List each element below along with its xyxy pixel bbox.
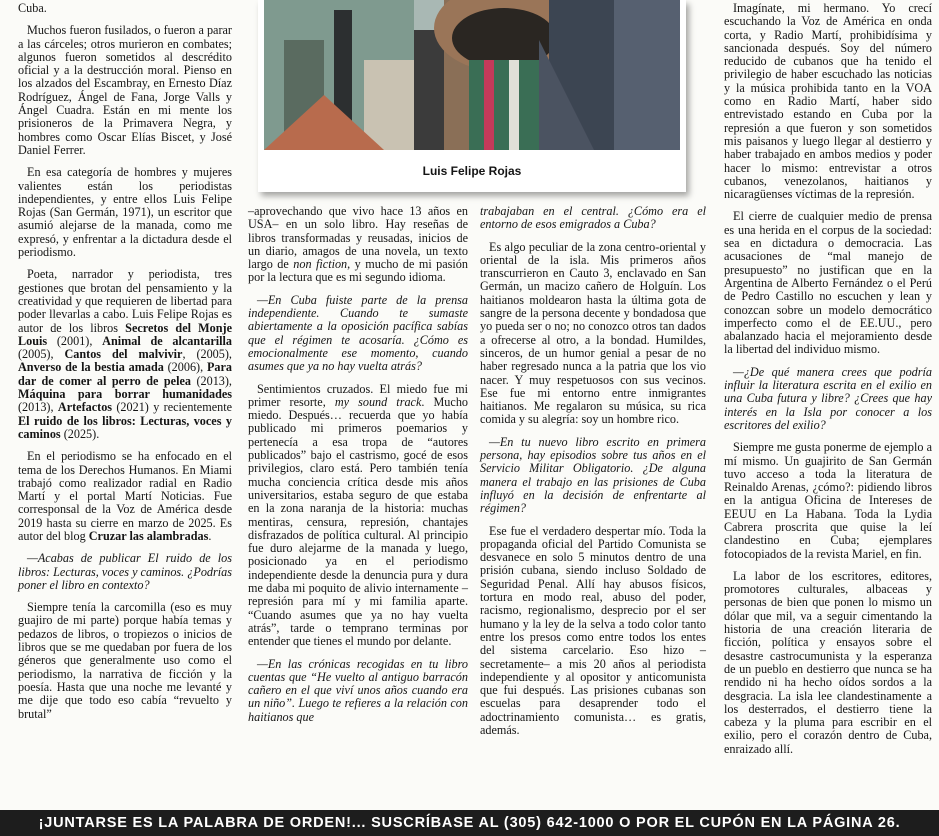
paragraph: La labor de los escritores, editores, promotores culturales, albaceas y personas de bien que ponen lo mismo un dólar que mil, va a seguir cimentando la historia de una creación literaria de ficción, política y ensayos sobre el desastre castrocumunista y la esperanza de un pueblo en destierro que nunca se ha rendido ni ha hecho oídos sordos a la desgracia. La isla lee clandestinamente a los desterrados, el destierro tiene la cabeza y la pluma para escribir en el exilio, pero el corazón dentro de Cuba, enraizado allí. — [724, 568, 932, 756]
book-title: Anverso de la bestia amada — [18, 360, 164, 375]
interview-question: —En Cuba fuiste parte de la prensa independiente. Cuando te sumaste abiertamente a la oposición pacífica sabías que el régimen te acosaría. ¿Cómo es emocionalmente ese momento, cuando asumes que ya no hay vuelta atrás? — [248, 292, 468, 374]
paragraph-author-books: Poeta, narrador y periodista, tres gestiones que brotan del pensamiento y la creatividad y que requieren de libertad para poder llevarlas a cabo. Luis Felipe Rojas es autor de los libros Secretos del Monje Louis (2001), Animal de alcantarilla (2005), Cantos del malvivir, (2005), Anverso de la bestia amada (2006), Para dar de comer al perro de pelea (2013), Máquina para borrar humanidades (2013), Artefactos (2021) y recientemente El ruido de los libros: Lecturas, voces y caminos (2025). — [18, 267, 232, 441]
paragraph: Sentimientos cruzados. El miedo fue mi primer resorte, my sound track. Mucho miedo. Después… recuerda que yo había publicado mi primeros poemarios y pertenecía a esa tropa de “autores publicados” bajo el castrismo, gocé de esos privilegios, claro está. Pero también tenía mucha conciencia crítica desde mis años universitarios, estaba seguro de que estaba en la zona naranja de la historia: muchas mentiras, censura, represión, chantajes disfrazados de política cultural. Al principio fue duro alejarme de la manada y luego, posicionado ya en el periodismo independiente desde la denuncia pura y dura me daba mi poquito de alivio internamente –represión para mí y mi familia aparte. “Cuando asumes que ya no hay vuelta atrás”, tarde o temprano terminas por entender que tienes el mundo por delante. — [248, 381, 469, 649]
paragraph: Siempre me gusta ponerme de ejemplo a mí mismo. Un guajirito de San Germán tuvo acceso a toda la literatura de Reinaldo Arenas, ¿cómo?: pidiendo libros en la antigua Oficina de Intereses de EEUU en La Habana. Toda la Lydia Cabrera proscrita que quise la leí clandestino en Cuba; ejemplares fotocopiados de la revista Mariel, en fin. — [724, 440, 932, 561]
interview-question: —¿De qué manera crees que podría influir la literatura escrita en el exilio en una Cuba futura y libre? ¿Crees que hay interés en la Isla por conocer a los escritores del exilio? — [724, 364, 932, 432]
paragraph: Imagínate, mi hermano. Yo crecí escuchando la Voz de América en onda corta, y Radio Martí, prohibidísima y sancionada después. Soy del número reducido de cubanos que ha tenido el privilegio de haber escuchado las noticias y la música prohibida tanto en la VOA como en Radio Martí, haber sido entrevistado estando en Cuba por la represión a que fueron y son sometidos mis paisanos y luego llegar al destierro y haber trabajado en ambos medios y poder hacer lo mismo: entrevistar a otros cubanos, venezolanos, haitianos y nicaragüenses víctimas de la represión. — [724, 1, 932, 202]
article-column-2 — [248, 205, 468, 733]
article-column-4 — [724, 2, 932, 765]
book-title: Artefactos — [57, 400, 113, 415]
article-column-1 — [18, 2, 232, 730]
subscription-banner — [0, 810, 939, 836]
photo-frame — [258, 0, 686, 192]
paragraph: Ese fue el verdadero despertar mío. Toda la propaganda oficial del Partido Comunista se desvanece en solo 5 minutos dentro de una prisión cubana, siendo incluso Soldado de Seguridad Penal. Allí hay abusos físicos, tortura en modo real, abuso del poder, racismo, regionalismo, desprecio por el ser humano y la ley de la selva a todo color tanto entre los presos como entre todos los entes del sistema carcelario. Eso hizo –secretamente– a mis 20 años al periodista independiente y al opositor y anticomunista que fui después. Las prisiones cubanas son escuelas para desaprender todo el adoctrinamiento comunista… es gratis, además. — [480, 523, 706, 737]
article-column-3 — [480, 205, 706, 746]
book-title: Secretos del Monje Louis — [18, 320, 232, 348]
paragraph: Es algo peculiar de la zona centro-oriental y oriental de la isla. Mis primeros años transcurrieron en Cauto 3, enclavado en San Germán, un macizo cañero de Holguín. Los haitianos moldearon hasta la última gota de sangre de la persona decente y bondadosa que yo pueda ser o no; no conozco otros tan dados a ofrecerse al otro, a la bondad. Humildes, sinceros, de un humor genial a pesar de no haber regresado nunca a la patria que los vio nacer. Y muy respetuosos con sus vecinos. Ese fue mi entorno entre inmigrantes haitianos. Me regalaron su música, su rica comida y su alegría: soy un hombre rico. — [480, 239, 706, 427]
book-title: El ruido de los libros: Lecturas, voces y caminos — [18, 413, 232, 441]
interview-question: —En tu nuevo libro escrito en primera persona, hay episodios sobre tus años en el Servicio Militar Obligatorio. ¿De alguna manera el trabajo en las prisiones de Cuba influyó en la decisión de enfrentarte al régimen? — [480, 434, 706, 516]
banner-text: ¡JUNTARSE ES LA PALABRA DE ORDEN!... SUSCRÍBASE AL (305) 642-1000 O POR EL CUPÓN EN LA PÁGINA 26. — [38, 815, 901, 831]
blog-title: Cruzar las alambradas — [88, 528, 209, 543]
interview-question: —En las crónicas recogidas en tu libro cuentas que “He vuelto al antiguo barracón cañero en el que viví unos años cuando era un niño”. Luego te refieres a la relación con haitianos que — [248, 656, 468, 724]
paragraph: Cuba. — [18, 1, 47, 15]
interview-question: —Acabas de publicar El ruido de los libros: Lecturas, voces y caminos. ¿Podrías poner el libro en contexto? — [18, 551, 232, 592]
paragraph: El cierre de cualquier medio de prensa es una herida en el corpus de la sociedad: sea en dictadura o democracia. Las acusaciones de “mal manejo de presupuesto” no justifican que en la Argentina de Alberto Fernández o el Perú de Pedro Castillo no escuchen y lean y conozcan sobre un modelo democrático imperfecto como el de EE.UU., pero abalanzado hacia el mejoramiento desde la libertad del individuo mismo. — [724, 209, 932, 357]
paragraph: En el periodismo se ha enfocado en el tema de los Derechos Humanos. En Miami trabajó como realizador radial en Radio Martí y el portal Martí Noticias. Fue corresponsal de la Voz de América desde 2019 hasta su cierre en marzo de 2025. Es autor del blog Cruzar las alambradas. — [18, 449, 232, 543]
paragraph: Siempre tenía la carcomilla (eso es muy guajiro de mi parte) porque había temas y pedazos de libros, o tropiezos o inicios de libros que se me quedaban por fuera de los géneros que generalmente uso como el periodismo, la narrativa de ficción y la poesía. Hasta que una noche me levanté y me dije que todo eso cabía “revuelto y brutal” — [18, 600, 232, 721]
book-title: Máquina para borrar humanidades — [18, 387, 232, 402]
paragraph: –aprovechando que vivo hace 13 años en USA– en un solo libro. Hay reseñas de libros transformadas y reusadas, inicios de un diario, amagos de una novela, un texto largo de non fiction, y mucho de mi pasión por la lectura que es mi segundo idioma. — [248, 204, 468, 285]
book-title: Animal de alcantarilla — [102, 333, 232, 348]
book-title: Cantos del malvivir — [64, 347, 183, 362]
interview-question: trabajaban en el central. ¿Cómo era el entorno de esos emigrados a Cuba? — [480, 204, 706, 232]
paragraph: En esa categoría de hombres y mujeres valientes están los periodistas independientes, y entre ellos Luis Felipe Rojas (San Germán, 1971), un escritor que asumió alejarse de la manada, como me expresó, y enfrentar a la dictadura desde el periodismo. — [18, 165, 232, 260]
paragraph: Muchos fueron fusilados, o fueron a parar a las cárceles; otros murieron en combates; algunos fueron sometidos al descrédito oficial y a la destrucción moral. Pienso en los alzados del Escambray, en Ernesto Díaz Rodríguez, Ángel de Fana, Jorge Valls y Ángel Cuadra. Están en mi mente los prisioneros de la Primavera Negra, y hombres como Oscar Elías Biscet, y José Daniel Ferrer. — [18, 23, 232, 157]
book-title: Para dar de comer al perro de pelea — [18, 360, 232, 388]
portrait-illustration — [264, 0, 680, 150]
portrait-photo — [264, 0, 680, 150]
photo-caption: Luis Felipe Rojas — [422, 164, 522, 178]
